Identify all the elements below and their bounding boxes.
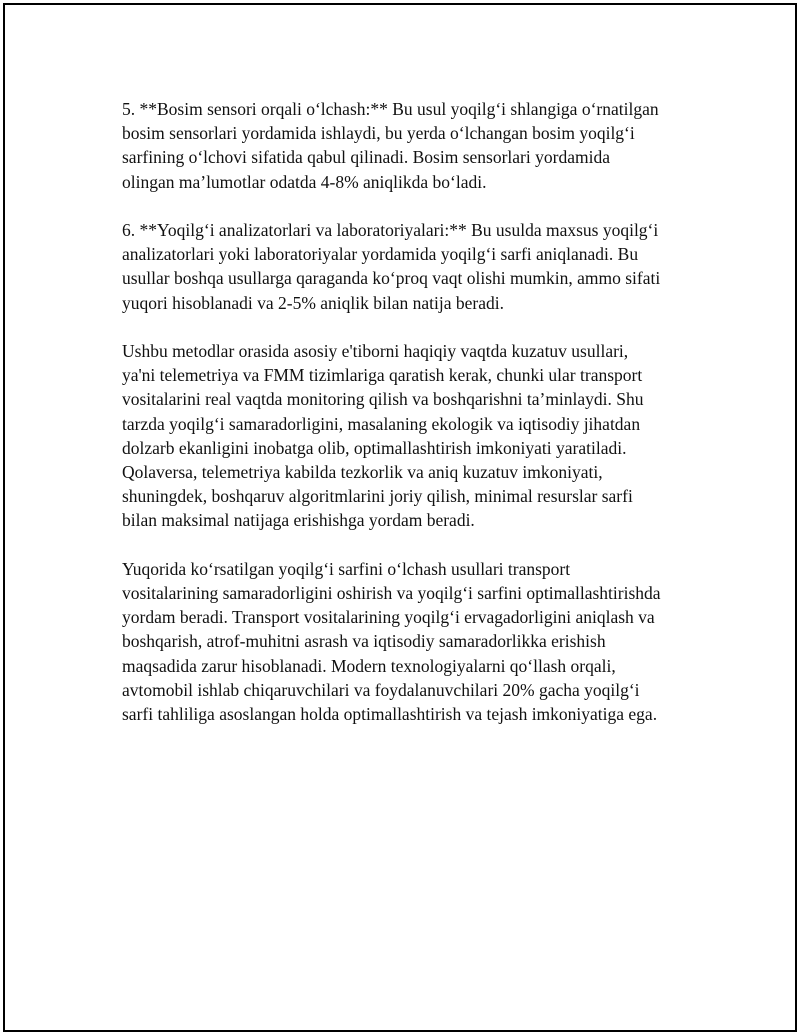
text-line: sarfi tahliliga asoslangan holda optimallashtirish va tejash imkoniyatiga ega. <box>122 704 658 725</box>
text-line: maqsadida zarur hisoblanadi. Modern texnologiyalarni qo‘llash orqali, <box>122 655 616 676</box>
text-line: bilan maksimal natijaga erishishga yordam beradi. <box>122 510 475 531</box>
text-line: avtomobil ishlab chiqaruvchilari va foydalanuvchilari 20% gacha yoqilg‘i <box>122 679 640 700</box>
text-line: analizatorlari yoki laboratoriyalar yordamida yoqilg‘i sarfi aniqlanadi. Bu <box>122 244 639 265</box>
paragraph-yuqorida <box>122 557 722 726</box>
text-line: shuningdek, boshqaruv algoritmlarini joriy qilish, minimal resurslar sarfi <box>122 486 633 507</box>
page-border <box>3 3 797 1032</box>
text-line: Qolaversa, telemetriya kabilda tezkorlik va aniq kuzatuv imkoniyati, <box>122 462 603 483</box>
text-line: 6. **Yoqilg‘i analizatorlari va laboratoriyalari:** Bu usulda maxsus yoqilg‘i <box>122 220 659 240</box>
text-line: usullar boshqa usullarga qaraganda ko‘proq vaqt olishi mumkin, ammo sifati <box>122 268 661 289</box>
text-line: vositalarini real vaqtda monitoring qilish va boshqarishni ta’minlaydi. Shu <box>122 389 644 410</box>
text-line: dolzarb ekanligini inobatga olib, optimallashtirish imkoniyati yaratiladi. <box>122 437 627 458</box>
text-line: vositalarining samaradorligini oshirish va yoqilg‘i sarfini optimallashtirishda <box>122 583 661 604</box>
paragraph-ushbu-metodlar <box>122 339 722 533</box>
text-line: 5. **Bosim sensori orqali o‘lchash:** Bu usul yoqilg‘i shlangiga o‘rnatilgan <box>122 99 659 119</box>
text-line: Ushbu metodlar orasida asosiy e'tiborni haqiqiy vaqtda kuzatuv usullari, <box>122 341 629 361</box>
text-line: yordam beradi. Transport vositalarining yoqilg‘i ervagadorligini aniqlash va <box>122 607 655 628</box>
text-line: boshqarish, atrof-muhitni asrash va iqtisodiy samaradorlikka erishish <box>122 631 606 652</box>
document-body <box>122 97 722 750</box>
text-line: yuqori hisoblanadi va 2-5% aniqlik bilan natija beradi. <box>122 292 504 313</box>
text-line: bosim sensorlari yordamida ishlaydi, bu yerda o‘lchangan bosim yoqilg‘i <box>122 123 635 144</box>
text-line: tarzda yoqilg‘i samaradorligini, masalaning ekologik va iqtisodiy jihatdan <box>122 413 641 434</box>
text-line: sarfining o‘lchovi sifatida qabul qilinadi. Bosim sensorlari yordamida <box>122 147 610 168</box>
paragraph-bosim-sensori <box>122 97 722 194</box>
text-line: olingan ma’lumotlar odatda 4-8% aniqlikda bo‘ladi. <box>122 171 487 192</box>
text-line: Yuqorida ko‘rsatilgan yoqilg‘i sarfini o‘lchash usullari transport <box>122 558 571 579</box>
paragraph-yoqilgi-analizatorlari <box>122 218 722 315</box>
text-line: ya'ni telemetriya va FMM tizimlariga qaratish kerak, chunki ular transport <box>122 365 643 386</box>
